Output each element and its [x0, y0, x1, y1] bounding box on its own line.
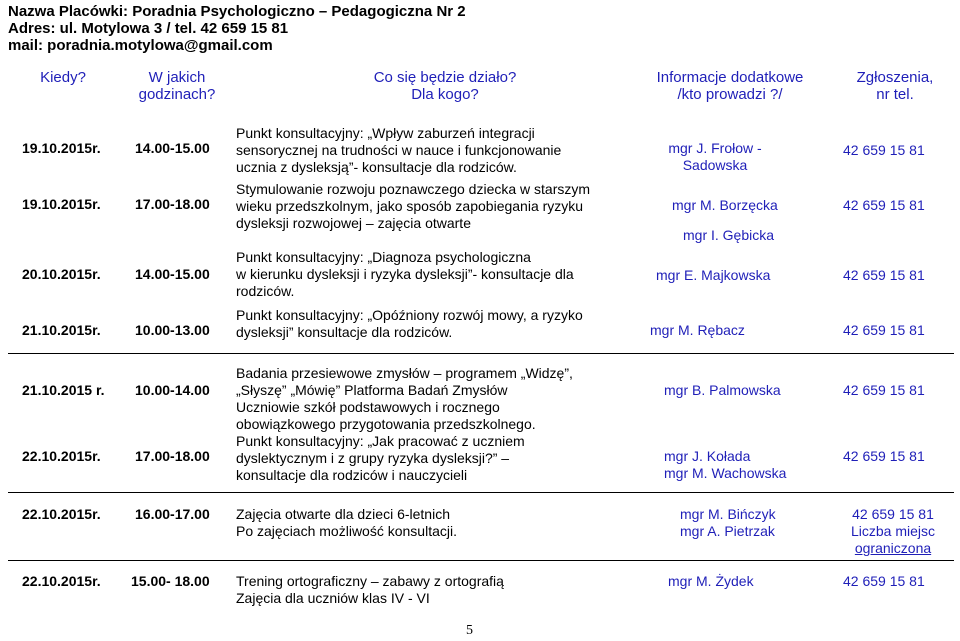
row-date: 20.10.2015r.	[22, 266, 101, 282]
row-host: mgr M. Borzęcka	[672, 197, 778, 213]
row-date: 22.10.2015r.	[22, 573, 101, 589]
row-date: 19.10.2015r.	[22, 140, 101, 156]
row-description-line: ucznia z dysleksją”- konsultacje dla rodziców.	[236, 159, 517, 175]
row-description-line: Zajęcia dla uczniów klas IV - VI	[236, 590, 430, 606]
row-time: 16.00-17.00	[135, 506, 210, 522]
row-phone: 42 659 15 81	[843, 142, 925, 158]
row-date: 21.10.2015r.	[22, 322, 101, 338]
row-description-line: Stymulowanie rozwoju poznawczego dziecka w starszym	[236, 181, 591, 197]
row-note: ograniczona	[854, 540, 932, 556]
row-phone: 42 659 15 81	[852, 506, 934, 522]
col-header-info-1: Informacje dodatkowe	[656, 69, 804, 86]
row-phone: 42 659 15 81	[843, 197, 925, 213]
row-description-line: obowiązkowego przygotowania przedszkolnego.	[236, 416, 536, 432]
row-description-line: Zajęcia otwarte dla dzieci 6-letnich	[236, 506, 450, 522]
col-header-what-2: Dla kogo?	[411, 86, 479, 103]
row-phone: 42 659 15 81	[843, 573, 925, 589]
row-phone: 42 659 15 81	[843, 322, 925, 338]
row-time: 14.00-15.00	[135, 266, 210, 282]
row-date: 22.10.2015r.	[22, 448, 101, 464]
row-host: mgr M. Żydek	[668, 573, 754, 589]
row-host: mgr I. Gębicka	[683, 227, 775, 243]
row-description-line: dysleksji” konsultacje dla rodziców.	[236, 324, 453, 340]
block-divider	[8, 492, 954, 493]
row-description-line: Punkt konsultacyjny: „Jak pracować z uczniem	[236, 433, 525, 449]
row-description-line: Punkt konsultacyjny: „Opóźniony rozwój mowy, a ryzyko	[236, 307, 583, 323]
row-host: mgr M. Wachowska	[664, 465, 787, 481]
row-description-line: Po zajęciach możliwość konsultacji.	[236, 523, 457, 539]
row-time: 10.00-13.00	[135, 322, 210, 338]
row-host: mgr J. Kołada	[664, 448, 751, 464]
col-header-contact-1: Zgłoszenia,	[856, 69, 934, 86]
row-description-line: wieku przedszkolnym, jako sposób zapobiegania ryzyku	[236, 198, 584, 214]
row-description-line: sensorycznej na trudności w nauce i funkcjonowanie	[236, 142, 562, 158]
header-line-email: mail: poradnia.motylowa@gmail.com	[8, 37, 273, 54]
row-note: Liczba miejsc	[850, 523, 936, 539]
col-header-hours-1: W jakich	[148, 69, 206, 86]
row-time: 17.00-18.00	[135, 448, 210, 464]
row-host: mgr A. Pietrzak	[680, 523, 775, 539]
row-description-line: Punkt konsultacyjny: „Wpływ zaburzeń integracji	[236, 125, 535, 141]
row-host: Sadowska	[682, 157, 748, 173]
row-description-line: „Słyszę” „Mówię” Platforma Badań Zmysłów	[236, 382, 508, 398]
col-header-contact-2: nr tel.	[876, 86, 914, 103]
row-host: mgr M. Rębacz	[650, 322, 745, 338]
col-header-hours-2: godzinach?	[138, 86, 216, 103]
row-date: 19.10.2015r.	[22, 196, 101, 212]
block-divider	[8, 560, 954, 561]
row-host: mgr E. Majkowska	[656, 267, 771, 283]
row-description-line: dyslektycznym i z grupy ryzyka dysleksji?” –	[236, 450, 510, 466]
row-description-line: konsultacje dla rodziców i nauczycieli	[236, 467, 468, 483]
row-host: mgr J. Frołow -	[668, 140, 762, 156]
row-phone: 42 659 15 81	[843, 382, 925, 398]
col-header-what-1: Co się będzie działo?	[373, 69, 517, 86]
header-line-name: Nazwa Placówki: Poradnia Psychologiczno – Pedagogiczna Nr 2	[8, 3, 466, 20]
col-header-when: Kiedy?	[40, 69, 86, 86]
row-description-line: Trening ortograficzny – zabawy z ortografią	[236, 573, 504, 589]
header-line-address: Adres: ul. Motylowa 3 / tel. 42 659 15 81	[8, 20, 289, 37]
row-description-line: dysleksji rozwojowej – zajęcia otwarte	[236, 215, 471, 231]
row-phone: 42 659 15 81	[843, 267, 925, 283]
row-date: 22.10.2015r.	[22, 506, 101, 522]
row-time: 14.00-15.00	[135, 140, 210, 156]
row-host: mgr B. Palmowska	[664, 382, 781, 398]
row-description-line: Badania przesiewowe zmysłów – programem „Widzę”,	[236, 365, 573, 381]
page-number: 5	[466, 623, 473, 638]
row-description-line: w kierunku dysleksji i ryzyka dysleksji”- konsultacje dla	[236, 266, 574, 282]
row-phone: 42 659 15 81	[843, 448, 925, 464]
block-divider	[8, 353, 954, 354]
row-description-line: Uczniowie szkół podstawowych i rocznego	[236, 399, 500, 415]
row-host: mgr M. Bińczyk	[680, 506, 776, 522]
row-description-line: Punkt konsultacyjny: „Diagnoza psychologiczna	[236, 249, 531, 265]
row-time: 15.00- 18.00	[131, 573, 210, 589]
col-header-info-2: /kto prowadzi ?/	[677, 86, 783, 103]
row-time: 17.00-18.00	[135, 196, 210, 212]
row-date: 21.10.2015 r.	[22, 382, 105, 398]
row-description-line: rodziców.	[236, 283, 295, 299]
row-time: 10.00-14.00	[135, 382, 210, 398]
